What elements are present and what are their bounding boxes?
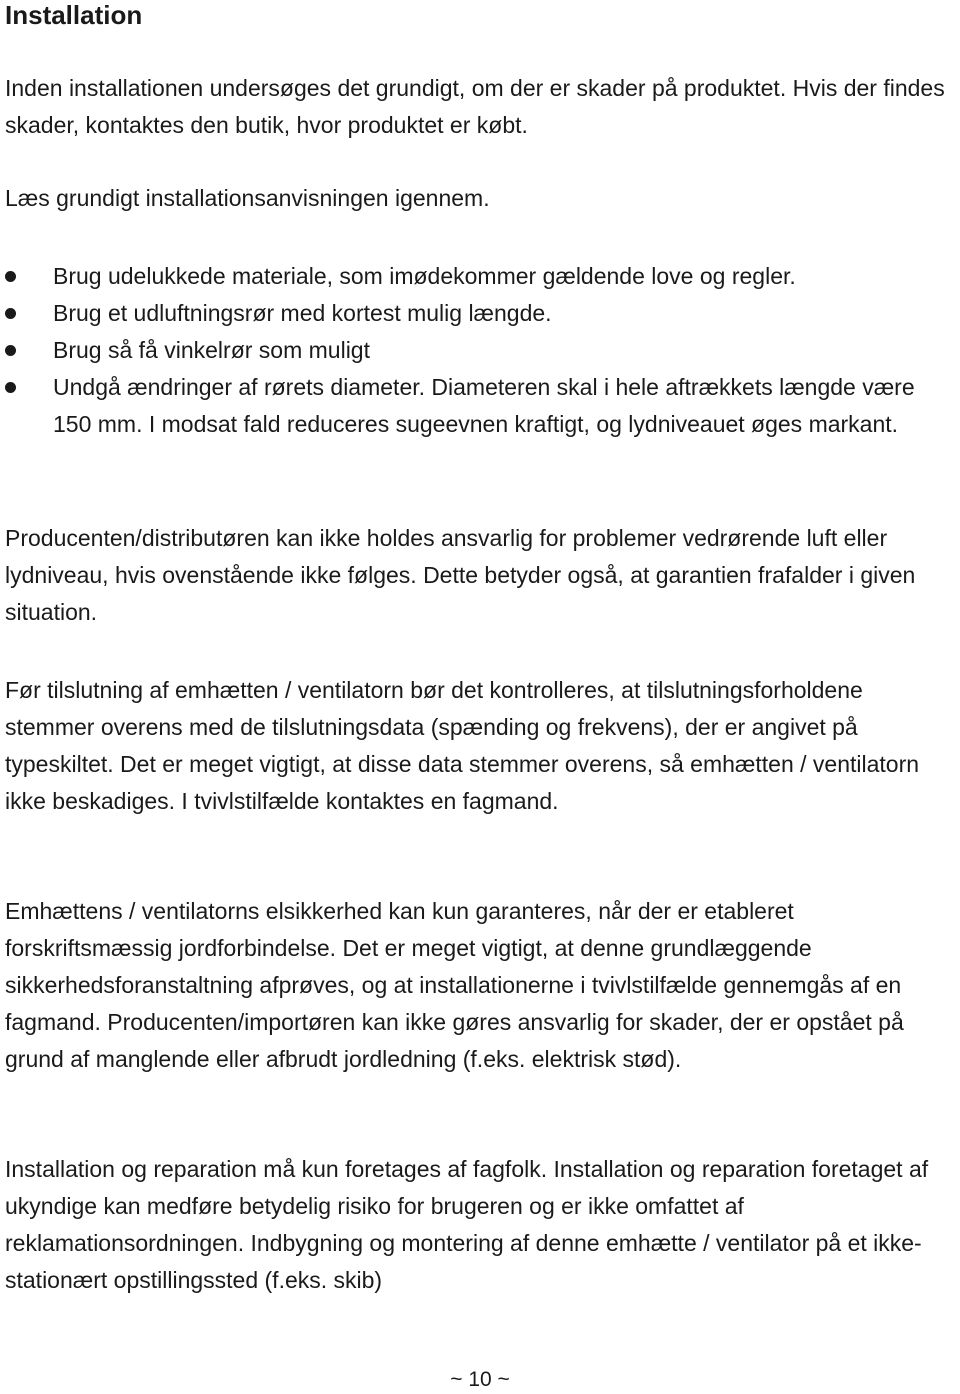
read-instructions-paragraph: Læs grundigt installationsanvisningen igennem. [5,185,490,211]
page-number: ~ 10 ~ [450,1368,510,1391]
electrical-safety-paragraph: Emhættens / ventilatorns elsikkerhed kan kun garanteres, når der er etableret forskriftsmæssig jordforbindelse. Det er meget vigtigt, at denne grundlæggende sikkerhedsforanstaltning afprøves, og at installationerne i tvivlstilfælde gennemgås af en fagmand. Producenten/importøren kan ikke gøres ansvarlig for skader, der er opstået på grund af manglende eller afbrudt jordledning (f.eks. elektrisk stød). [5,898,904,1072]
installation-professionals-paragraph: Installation og reparation må kun foretages af fagfolk. Installation og reparation foretaget af ukyndige kan medføre betydelig risiko for brugeren og er ikke omfattet af reklamationsordningen. Indbygning og montering af denne emhætte / ventilator på et ikke-stationært opstillingssted (f.eks. skib) [5,1156,929,1293]
bullet-icon [5,345,16,356]
bullet-icon [5,308,16,319]
bullet-icon [5,271,16,282]
requirements-list [5,258,945,443]
list-item [5,295,923,332]
connection-check-paragraph: Før tilslutning af emhætten / ventilatorn bør det kontrolleres, at tilslutningsforholdene stemmer overens med de tilslutningsdata (spænding og frekvens), der er angivet på typeskiltet. Det er meget vigtigt, at disse data stemmer overens, så emhætten / ventilatorn ikke beskadiges. I tvivlstilfælde kontaktes en fagmand. [5,677,920,814]
list-item [5,332,923,369]
section-heading: Installation [5,0,143,30]
list-item [5,369,923,443]
list-item-text: Brug et udluftningsrør med kortest mulig længde. [53,300,552,326]
list-item [5,258,923,295]
list-item-text: Undgå ændringer af rørets diameter. Diameteren skal i hele aftrækkets længde være 150 mm. I modsat fald reduceres sugeevnen kraftigt, og lydniveauet øges markant. [53,374,915,437]
liability-paragraph: Producenten/distributøren kan ikke holdes ansvarlig for problemer vedrørende luft eller lydniveau, hvis ovenstående ikke følges. Dette betyder også, at garantien frafalder i given situation. [5,525,916,625]
list-item-text: Brug udelukkede materiale, som imødekommer gældende love og regler. [53,263,796,289]
bullet-icon [5,382,16,393]
intro-paragraph: Inden installationen undersøges det grundigt, om der er skader på produktet. Hvis der findes skader, kontaktes den butik, hvor produktet er købt. [5,75,945,138]
list-item-text: Brug så få vinkelrør som muligt [53,337,370,363]
